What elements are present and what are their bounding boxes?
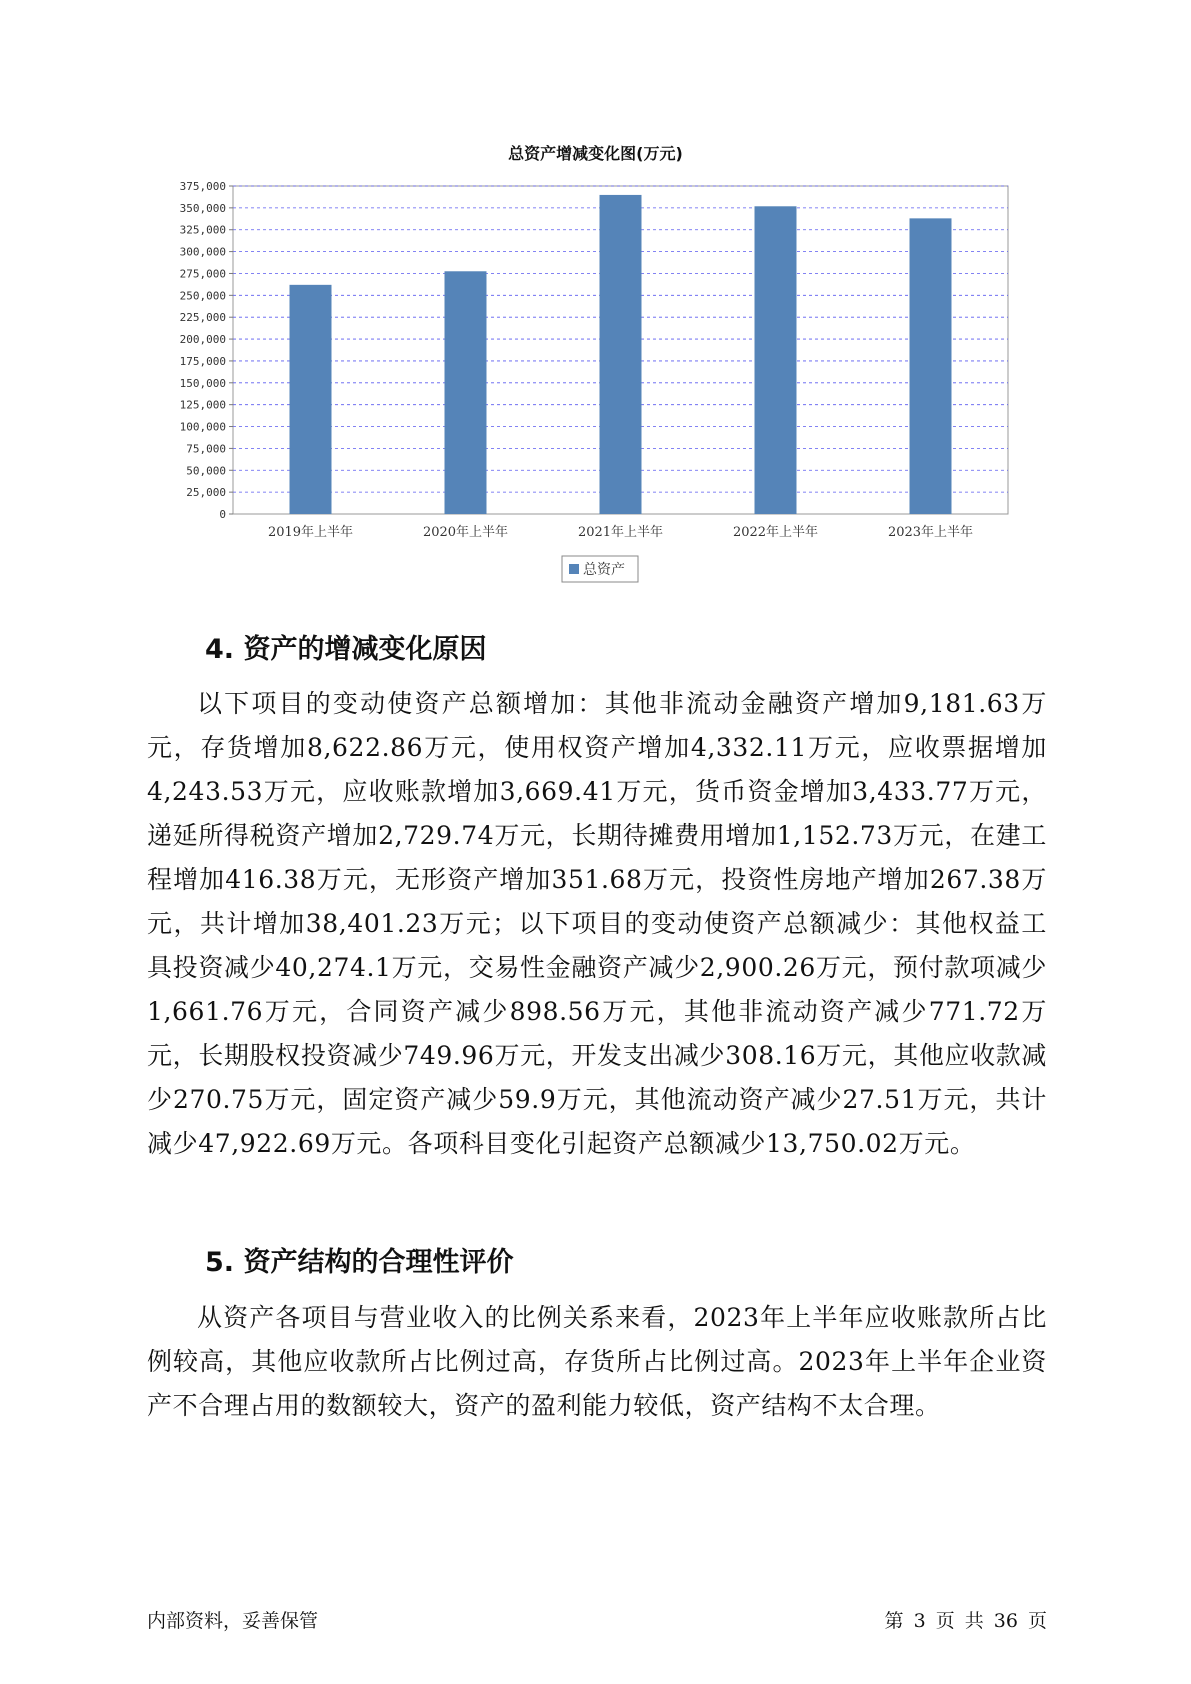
y-tick-label: 0 <box>219 508 226 521</box>
total-assets-bar-chart <box>0 0 1191 600</box>
x-tick-label: 2019年上半年 <box>267 525 354 540</box>
y-tick-label: 50,000 <box>186 464 226 478</box>
y-tick-label: 275,000 <box>179 267 226 281</box>
y-tick-label: 75,000 <box>186 442 226 456</box>
y-tick-label: 200,000 <box>179 333 226 347</box>
y-tick-label: 100,000 <box>179 420 226 434</box>
section-4-paragraph: 以下项目的变动使资产总额增加：其他非流动金融资产增加9,181.63万元，存货增加8,622.86万元，使用权资产增加4,332.11万元，应收票据增加4,243.53万元，应收账款增加3,669.41万元，货币资金增加3,433.77万元，递延所得税资产增加2,729.74万元，长期待摊费用增加1,152.73万元，在建工程增加416.38万元，无形资产增加351.68万元，投资性房地产增加267.38万元，共计增加38,401.23万元；以下项目的变动使资产总额减少：其他权益工具投资减少40,274.1万元，交易性金融资产减少2,900.26万元，预付款项减少1,661.76万元，合同资产减少898.56万元，其他非流动资产减少771.72万元，长期股权投资减少749.96万元，开发支出减少308.16万元，其他应收款减少270.75万元，固定资产减少59.9万元，其他流动资产减少27.51万元，共计减少47,922.69万元。各项科目变化引起资产总额减少13,750.02万元。 <box>147 689 1047 1158</box>
x-tick-label: 2022年上半年 <box>732 525 819 540</box>
y-tick-label: 175,000 <box>179 354 226 368</box>
legend-swatch <box>569 564 579 574</box>
y-tick-label: 125,000 <box>179 398 226 412</box>
section-4-heading: 4. 资产的增减变化原因 <box>205 634 487 665</box>
x-tick-label: 2023年上半年 <box>887 525 974 540</box>
y-tick-label: 225,000 <box>179 311 226 325</box>
bar <box>600 195 642 514</box>
chart-title: 总资产增减变化图(万元) <box>508 144 683 163</box>
bar <box>755 206 797 514</box>
y-tick-label: 250,000 <box>179 289 226 303</box>
footer-page-number: 第 3 页 共 36 页 <box>884 1610 1047 1632</box>
y-tick-label: 25,000 <box>186 486 226 500</box>
section-5-paragraph: 从资产各项目与营业收入的比例关系来看，2023年上半年应收账款所占比例较高，其他应收款所占比例过高，存货所占比例过高。2023年上半年企业资产不合理占用的数额较大，资产的盈利能力较低，资产结构不太合理。 <box>147 1303 1047 1420</box>
footer-confidential-note: 内部资料，妥善保管 <box>147 1610 319 1632</box>
y-tick-label: 300,000 <box>179 245 226 259</box>
section-5-heading: 5. 资产结构的合理性评价 <box>205 1247 514 1278</box>
legend-label: 总资产 <box>583 562 625 578</box>
bar <box>910 218 952 514</box>
x-tick-label: 2021年上半年 <box>577 525 664 540</box>
y-tick-label: 350,000 <box>179 201 226 215</box>
y-tick-label: 325,000 <box>179 223 226 237</box>
bar <box>445 271 487 514</box>
y-tick-label: 375,000 <box>179 180 226 193</box>
x-tick-label: 2020年上半年 <box>422 525 509 540</box>
bar <box>290 285 332 514</box>
y-tick-label: 150,000 <box>179 376 226 390</box>
